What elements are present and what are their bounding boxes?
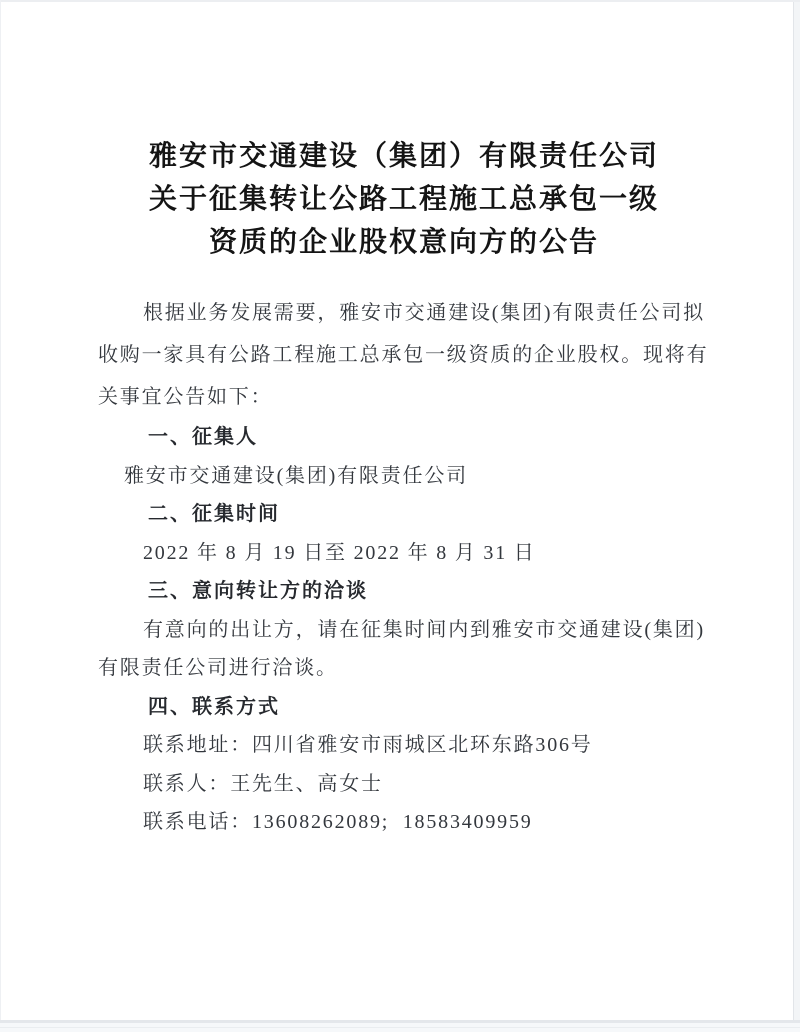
page-edge-bottom-line [0, 1027, 800, 1028]
sections [98, 418, 710, 842]
contact-phone-line: 联系电话：13608262089; 18583409959 [143, 811, 533, 833]
title-line-3: 资质的企业股权意向方的公告 [208, 227, 599, 258]
intro-line-3: 关事宜公告如下： [98, 386, 273, 408]
page-edge-left [0, 0, 1, 1020]
title-line-1: 雅安市交通建设（集团）有限责任公司 [148, 141, 659, 172]
intro-paragraph [98, 292, 710, 418]
section2-body: 2022 年 8 月 19 日至 2022 年 8 月 31 日 [143, 541, 536, 564]
intro-line-1: 根据业务发展需要，雅安市交通建设(集团)有限责任公司拟 [143, 302, 705, 324]
section3-body-line-1: 有意向的出让方，请在征集时间内到雅安市交通建设(集团) [143, 618, 705, 641]
document-content [98, 2, 710, 842]
title-line-2: 关于征集转让公路工程施工总承包一级 [148, 184, 659, 215]
section1-heading: 一、征集人 [148, 426, 258, 448]
contact-address-line: 联系地址：四川省雅安市雨城区北环东路306号 [143, 734, 593, 756]
contact-persons-line: 联系人：王先生、高女士 [143, 772, 383, 795]
document-title [98, 135, 710, 264]
section4-heading: 四、联系方式 [148, 695, 280, 718]
section2-heading: 二、征集时间 [148, 503, 280, 525]
intro-line-2: 收购一家具有公路工程施工总承包一级资质的企业股权。现将有 [98, 344, 709, 366]
section1-body: 雅安市交通建设(集团)有限责任公司 [124, 464, 468, 487]
section3-heading: 三、意向转让方的洽谈 [148, 580, 368, 602]
page-edge-right [793, 2, 800, 1020]
page-edge-top [0, 0, 800, 2]
document-page [1, 2, 793, 1020]
section3-body-line-2: 有限责任公司进行洽谈。 [98, 657, 338, 679]
